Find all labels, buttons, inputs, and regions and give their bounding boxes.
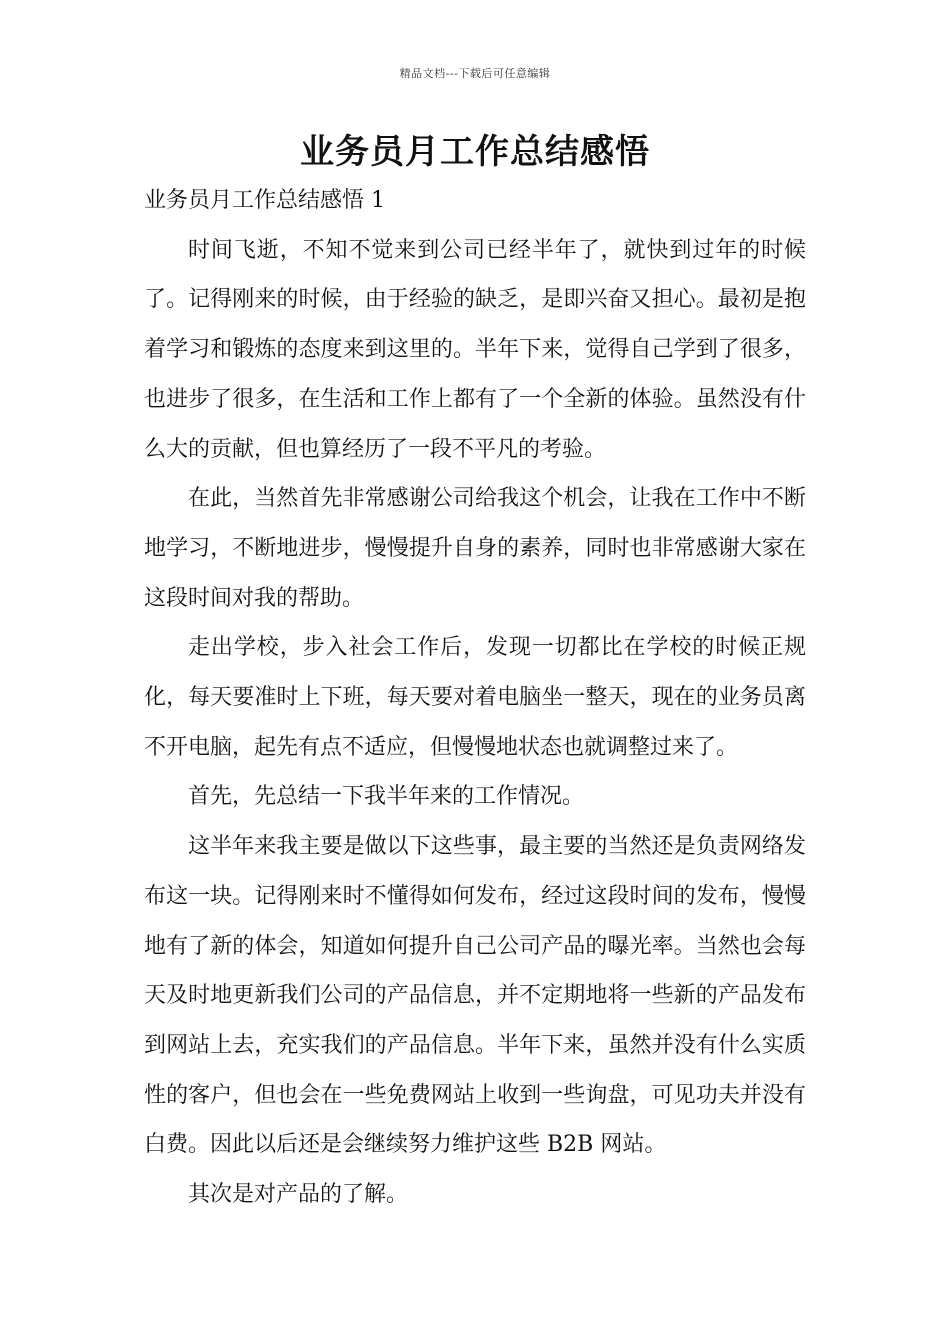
section-heading: 业务员月工作总结感悟 1 [144,188,385,213]
paragraph-4: 首先，先总结一下我半年来的工作情况。 [188,784,585,810]
paragraph-2: 在此，当然首先非常感谢公司给我这个机会，让我在工作中不断地学习，不断地进步，慢慢提升自身的素养，同时也非常感谢大家在这段时间对我的帮助。 [144,486,806,611]
paragraph-5: 这半年来我主要是做以下这些事，最主要的当然还是负责网络发布这一块。记得刚来时不懂得如何发布，经过这段时间的发布，慢慢地有了新的体会，知道如何提升自己公司产品的曝光率。当然也会每天及时地更新我们公司的产品信息，并不定期地将一些新的产品发布到网站上去，充实我们的产品信息。半年下来，虽然并没有什么实质性的客户，但也会在一些免费网站上收到一些询盘，可见功夫并没有白费。因此以后还是会继续努力维护这些 B2B 网站。 [144,834,806,1158]
document-body [144,176,806,1220]
document-title: 业务员月工作总结感悟 [300,132,650,172]
paragraph-3: 走出学校，步入社会工作后，发现一切都比在学校的时候正规化，每天要准时上下班，每天要对着电脑坐一整天，现在的业务员离不开电脑，起先有点不适应，但慢慢地状态也就调整过来了。 [144,635,806,760]
header-note: 精品文档---下载后可任意编辑 [399,67,551,80]
paragraph-6: 其次是对产品的了解。 [188,1182,409,1208]
paragraph-1: 时间飞逝，不知不觉来到公司已经半年了，就快到过年的时候了。记得刚来的时候，由于经验的缺乏，是即兴奋又担心。最初是抱着学习和锻炼的态度来到这里的。半年下来，觉得自己学到了很多，也进步了很多，在生活和工作上都有了一个全新的体验。虽然没有什么大的贡献，但也算经历了一段不平凡的考验。 [144,237,806,462]
